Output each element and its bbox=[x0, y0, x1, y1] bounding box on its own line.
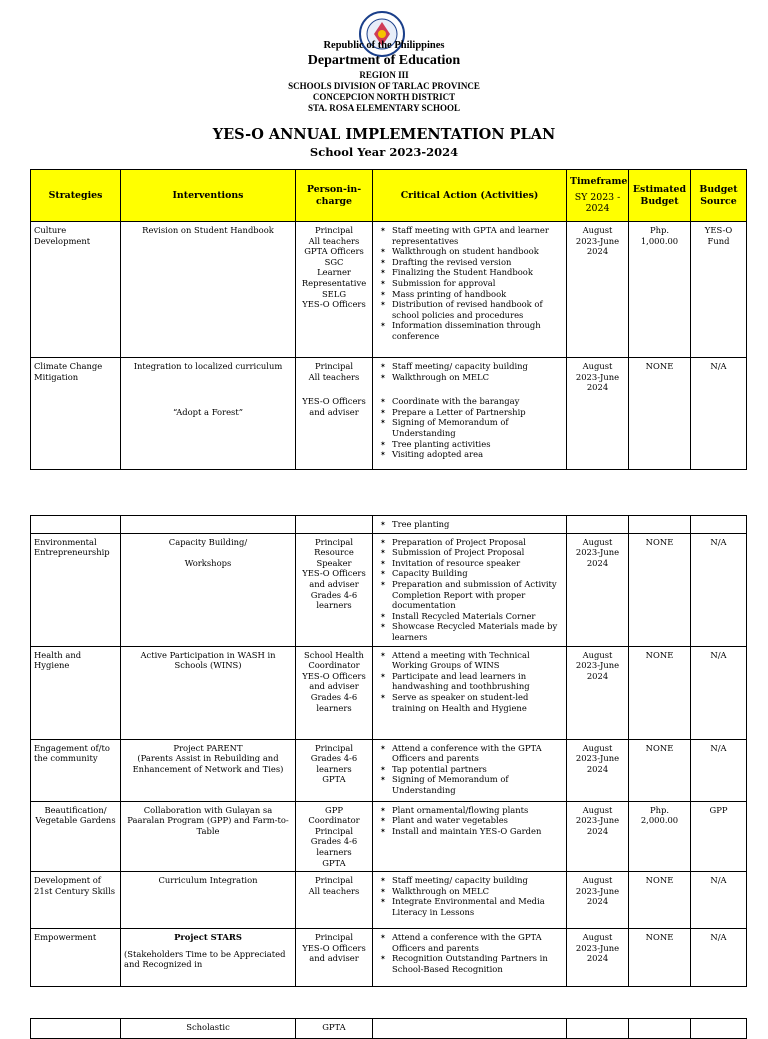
row-source: YES-O Fund bbox=[691, 222, 747, 358]
table-row bbox=[31, 739, 747, 801]
activity-item: ✶ Visiting adopted area bbox=[376, 449, 563, 460]
row-budget: Php. 1,000.00 bbox=[629, 222, 691, 358]
row-intervention bbox=[121, 929, 296, 987]
row-source bbox=[691, 516, 747, 534]
header-district: CONCEPCION NORTH DISTRICT bbox=[312, 92, 456, 102]
activity-item: ✶ Serve as speaker on student-led training on Health and Hygiene bbox=[376, 692, 563, 713]
table-row bbox=[31, 533, 747, 646]
row-person bbox=[296, 358, 373, 470]
activity-list bbox=[376, 361, 563, 382]
row-person: Principal Resource Speaker YES-O Officers and adviser Grades 4-6 learners bbox=[296, 533, 373, 646]
activity-item: ✶ Tree planting activities bbox=[376, 439, 563, 450]
header-critical-action: Critical Action (Activities) bbox=[373, 170, 567, 222]
header-timeframe-label: Timeframe bbox=[570, 176, 628, 188]
header-budget: Estimated Budget bbox=[629, 170, 691, 222]
activity-item: ✶ Mass printing of handbook bbox=[376, 289, 563, 300]
activity-item: ✶ Invitation of resource speaker bbox=[376, 558, 563, 569]
row-source: N/A bbox=[691, 358, 747, 470]
activity-item: ✶ Walkthrough on MELC bbox=[376, 372, 563, 383]
activity-item: ✶ Tree planting bbox=[376, 519, 563, 530]
activity-item: ✶ Showcase Recycled Materials made by learners bbox=[376, 621, 563, 642]
row-intervention: Scholastic bbox=[121, 1019, 296, 1039]
row-activities bbox=[373, 358, 567, 470]
row-activities bbox=[373, 646, 567, 739]
activity-list bbox=[376, 650, 563, 714]
row-intervention: Project PARENT (Parents Assist in Rebuilding and Enhancement of Network and Ties) bbox=[121, 739, 296, 801]
activity-list bbox=[376, 743, 563, 796]
row-strategy: Culture Development bbox=[31, 222, 121, 358]
row-budget: NONE bbox=[629, 872, 691, 929]
row-timeframe: August 2023-June 2024 bbox=[567, 358, 629, 470]
row-activities bbox=[373, 516, 567, 534]
activity-item: ✶ Attend a conference with the GPTA Officers and parents bbox=[376, 743, 563, 764]
table-row bbox=[31, 1019, 747, 1039]
row-budget: NONE bbox=[629, 646, 691, 739]
row-person: School Health Coordinator YES-O Officers and adviser Grades 4-6 learners bbox=[296, 646, 373, 739]
header-strategies: Strategies bbox=[31, 170, 121, 222]
activity-item: ✶ Install and maintain YES-O Garden bbox=[376, 826, 563, 837]
row-timeframe: August 2023-June 2024 bbox=[567, 646, 629, 739]
row-timeframe: August 2023-June 2024 bbox=[567, 222, 629, 358]
table-row bbox=[31, 358, 747, 470]
row-source: N/A bbox=[691, 872, 747, 929]
row-budget: Php. 2,000.00 bbox=[629, 801, 691, 872]
row-source: GPP bbox=[691, 801, 747, 872]
row-budget: NONE bbox=[629, 929, 691, 987]
row-intervention-title: Project STARS bbox=[174, 932, 242, 943]
row-source bbox=[691, 1019, 747, 1039]
row-strategy: Climate Change Mitigation bbox=[31, 358, 121, 470]
activity-list bbox=[376, 875, 563, 917]
row-source: N/A bbox=[691, 929, 747, 987]
row-intervention-1: Integration to localized curriculum bbox=[133, 361, 283, 371]
activity-item: ✶ Preparation and submission of Activity Completion Report with proper documentation bbox=[376, 579, 563, 611]
activity-item: ✶ Staff meeting/ capacity building bbox=[376, 361, 563, 372]
row-person-1: Principal All teachers bbox=[308, 361, 360, 382]
row-timeframe: August 2023-June 2024 bbox=[567, 533, 629, 646]
row-intervention: Active Participation in WASH in Schools (WINS) bbox=[121, 646, 296, 739]
row-activities bbox=[373, 739, 567, 801]
table-row bbox=[31, 872, 747, 929]
row-intervention-2: “Adopt a Forest” bbox=[173, 406, 243, 417]
row-activities bbox=[373, 801, 567, 872]
row-strategy: Beautification/ Vegetable Gardens bbox=[31, 801, 121, 872]
activity-item: ✶ Preparation of Project Proposal bbox=[376, 537, 563, 548]
row-timeframe: August 2023-June 2024 bbox=[567, 929, 629, 987]
row-strategy bbox=[31, 1019, 121, 1039]
activity-list bbox=[376, 519, 563, 530]
activity-item: ✶ Submission for approval bbox=[376, 278, 563, 289]
row-person: Principal All teachers GPTA Officers SGC Learner Representative SELG YES-O Officers bbox=[296, 222, 373, 358]
activity-item: ✶ Finalizing the Student Handbook bbox=[376, 267, 563, 278]
plan-table-page1 bbox=[30, 169, 747, 470]
table-row bbox=[31, 929, 747, 987]
row-activities bbox=[373, 1019, 567, 1039]
table-row bbox=[31, 222, 747, 358]
header-school: STA. ROSA ELEMENTARY SCHOOL bbox=[307, 103, 461, 113]
activity-item: ✶ Tap potential partners bbox=[376, 764, 563, 775]
activity-item: ✶ Signing of Memorandum of Understanding bbox=[376, 417, 563, 438]
school-year: School Year 2023-2024 bbox=[309, 145, 459, 159]
row-person: GPTA bbox=[296, 1019, 373, 1039]
row-budget: NONE bbox=[629, 739, 691, 801]
activity-list bbox=[376, 537, 563, 643]
activity-item: ✶ Install Recycled Materials Corner bbox=[376, 611, 563, 622]
row-timeframe: August 2023-June 2024 bbox=[567, 739, 629, 801]
row-budget: NONE bbox=[629, 358, 691, 470]
row-activities bbox=[373, 872, 567, 929]
row-strategy: Development of 21st Century Skills bbox=[31, 872, 121, 929]
activity-item: ✶ Capacity Building bbox=[376, 568, 563, 579]
row-intervention: Collaboration with Gulayan sa Paaralan Program (GPP) and Farm-to-Table bbox=[121, 801, 296, 872]
row-budget bbox=[629, 516, 691, 534]
row-intervention-desc: (Stakeholders Time to be Appreciated and Recognized in bbox=[124, 948, 286, 970]
activity-item: ✶ Drafting the revised version bbox=[376, 257, 563, 268]
header-interventions: Interventions bbox=[121, 170, 296, 222]
table-row bbox=[31, 646, 747, 739]
table-row bbox=[31, 516, 747, 534]
activity-item: ✶ Signing of Memorandum of Understanding bbox=[376, 774, 563, 795]
row-strategy: Empowerment bbox=[31, 929, 121, 987]
activity-item: ✶ Attend a conference with the GPTA Officers and parents bbox=[376, 932, 563, 953]
activity-item: ✶ Plant and water vegetables bbox=[376, 815, 563, 826]
header-republic: Republic of the Philippines bbox=[323, 40, 445, 51]
activity-item: ✶ Walkthrough on MELC bbox=[376, 886, 563, 897]
plan-table-page3 bbox=[30, 1018, 747, 1039]
header-timeframe bbox=[567, 170, 629, 222]
row-source: N/A bbox=[691, 739, 747, 801]
activity-list bbox=[376, 805, 563, 837]
plan-table-page2 bbox=[30, 515, 747, 987]
activity-list bbox=[376, 932, 563, 974]
header-department: Department of Education bbox=[307, 53, 461, 68]
activity-item: ✶ Plant ornamental/flowing plants bbox=[376, 805, 563, 816]
row-strategy: Environmental Entrepreneurship bbox=[31, 533, 121, 646]
activity-item: ✶ Submission of Project Proposal bbox=[376, 547, 563, 558]
activity-item: ✶ Staff meeting/ capacity building bbox=[376, 875, 563, 886]
document-title: YES-O ANNUAL IMPLEMENTATION PLAN bbox=[212, 126, 556, 143]
activity-item: ✶ Integrate Environmental and Media Literacy in Lessons bbox=[376, 896, 563, 917]
header-person: Person-in-charge bbox=[296, 170, 373, 222]
row-timeframe bbox=[567, 516, 629, 534]
row-source: N/A bbox=[691, 533, 747, 646]
header-source: Budget Source bbox=[691, 170, 747, 222]
activity-item: ✶ Staff meeting with GPTA and learner representatives bbox=[376, 225, 563, 246]
row-intervention bbox=[121, 516, 296, 534]
row-strategy bbox=[31, 516, 121, 534]
row-person: Principal YES-O Officers and adviser bbox=[296, 929, 373, 987]
row-person: Principal All teachers bbox=[296, 872, 373, 929]
row-intervention: Capacity Building/ Workshops bbox=[121, 533, 296, 646]
row-activities bbox=[373, 533, 567, 646]
activity-list bbox=[376, 396, 563, 460]
row-intervention: Curriculum Integration bbox=[121, 872, 296, 929]
activity-item: ✶ Prepare a Letter of Partnership bbox=[376, 407, 563, 418]
row-intervention: Revision on Student Handbook bbox=[121, 222, 296, 358]
table-header-row bbox=[31, 170, 747, 222]
row-activities bbox=[373, 929, 567, 987]
row-person: Principal Grades 4-6 learners GPTA bbox=[296, 739, 373, 801]
row-budget bbox=[629, 1019, 691, 1039]
row-timeframe: August 2023-June 2024 bbox=[567, 801, 629, 872]
activity-item: ✶ Participate and lead learners in handwashing and toothbrushing bbox=[376, 671, 563, 692]
row-activities bbox=[373, 222, 567, 358]
activity-item: ✶ Walkthrough on student handbook bbox=[376, 246, 563, 257]
row-person bbox=[296, 516, 373, 534]
activity-item: ✶ Distribution of revised handbook of school policies and procedures bbox=[376, 299, 563, 320]
header-timeframe-sub: SY 2023 - 2024 bbox=[574, 191, 621, 215]
row-strategy: Engagement of/to the community bbox=[31, 739, 121, 801]
row-person-2: YES-O Officers and adviser bbox=[302, 396, 366, 417]
row-person: GPP Coordinator Principal Grades 4-6 learners GPTA bbox=[296, 801, 373, 872]
row-budget: NONE bbox=[629, 533, 691, 646]
row-timeframe: August 2023-June 2024 bbox=[567, 872, 629, 929]
table-row bbox=[31, 801, 747, 872]
activity-item: ✶ Coordinate with the barangay bbox=[376, 396, 563, 407]
activity-item: ✶ Information dissemination through conference bbox=[376, 320, 563, 341]
activity-item: ✶ Recognition Outstanding Partners in School-Based Recognition bbox=[376, 953, 563, 974]
row-strategy: Health and Hygiene bbox=[31, 646, 121, 739]
header-division: SCHOOLS DIVISION OF TARLAC PROVINCE bbox=[288, 81, 480, 91]
activity-item: ✶ Attend a meeting with Technical Working Groups of WINS bbox=[376, 650, 563, 671]
row-timeframe bbox=[567, 1019, 629, 1039]
row-intervention bbox=[121, 358, 296, 470]
activity-list bbox=[376, 225, 563, 342]
row-source: N/A bbox=[691, 646, 747, 739]
header-region: REGION III bbox=[359, 70, 409, 80]
